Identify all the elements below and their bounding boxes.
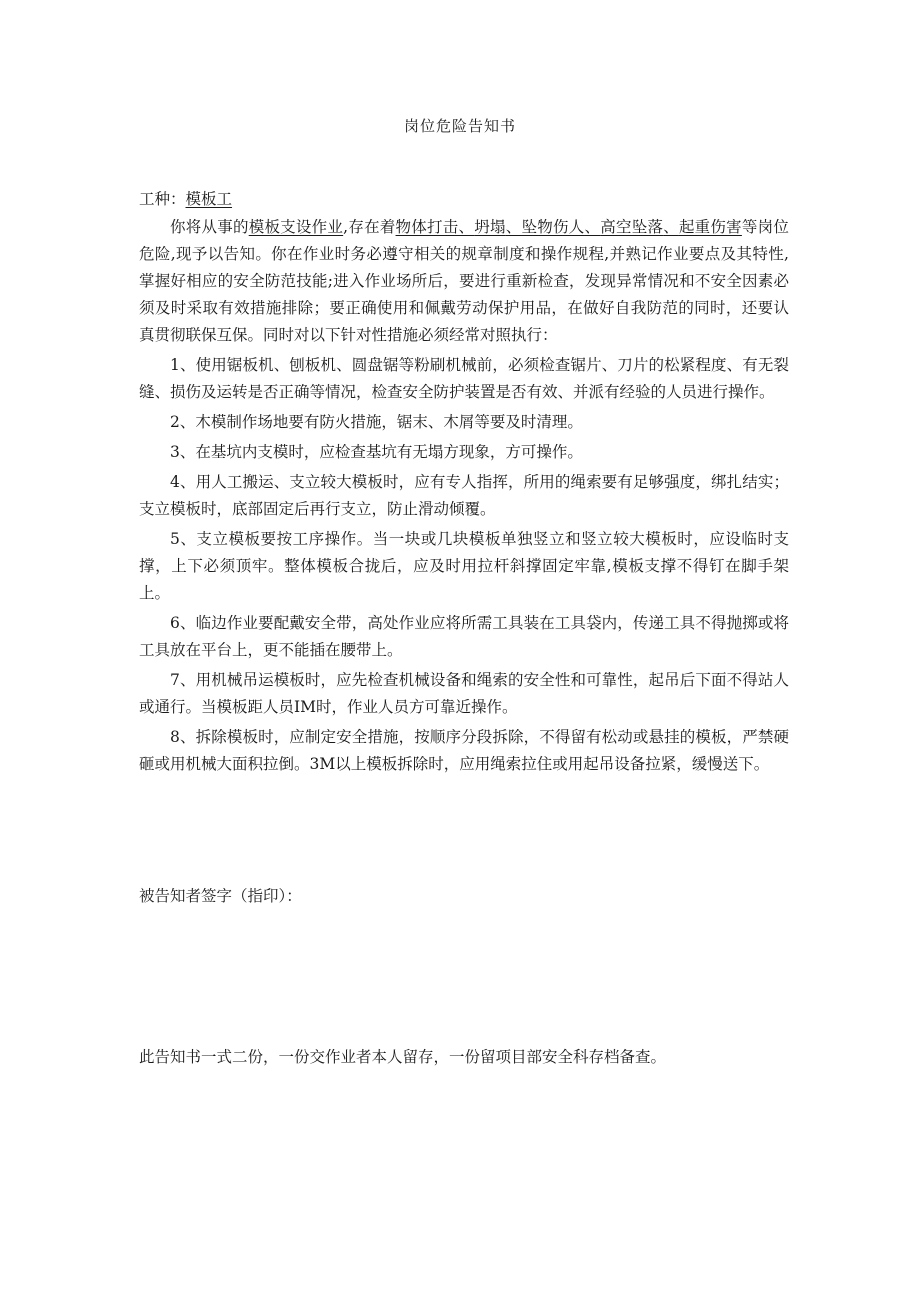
- signature-label: 被告知者签字（指印）：: [139, 887, 302, 905]
- measure-item-6: 6、临边作业要配戴安全带，高处作业应将所需工具装在工具袋内，传递工具不得抛掷或将工具放在平台上，更不能插在腰带上。: [139, 614, 789, 659]
- hazard-underlined: 物体打击: [395, 218, 459, 236]
- intro-text: 你将从事的: [170, 218, 249, 236]
- measure-item-4: 4、用人工搬运、支立较大模板时，应有专人指挥，所用的绳索要有足够强度，绑扎结实；支立模板时，底部固定后再行支立，防止滑动倾覆。: [139, 473, 789, 518]
- intro-text: 等岗位危险,现予以告知。你在作业时务必遵守相关的规章制度和操作规程,并熟记作业要点及其特性,掌握好相应的安全防范技能;进入作业场所后，要进行重新检查，发现异常情况和不安全因素必须及时采取有效措施排除；要正确使用和佩戴劳动保护用品，在做好自我防范的同时，还要认真贯彻联保互保。同时对以下针对性措施必须经常对照执行：: [139, 218, 789, 344]
- job-type-value: 模板工: [185, 190, 233, 208]
- measure-item-5: 5、支立模板要按工序操作。当一块或几块模板单独竖立和竖立较大模板时，应设临时支撑，上下必须顶牢。整体模板合拢后，应及时用拉杆斜撑固定牢靠,模板支撑不得钉在脚手架上。: [139, 530, 789, 602]
- measure-item-2: 2、木模制作场地要有防火措施，锯末、木屑等要及时清理。: [170, 413, 583, 431]
- hazard-separator: 、: [584, 218, 601, 236]
- hazard-underlined: 高空坠落: [600, 218, 664, 236]
- hazard-underlined: 坠物伤人: [521, 218, 585, 236]
- document-title: 岗位危险告知书: [403, 117, 516, 135]
- footer-note: 此告知书一式二份，一份交作业者本人留存，一份留项目部安全科存档备查。: [139, 1048, 667, 1066]
- intro-text: ,存在着: [343, 218, 396, 236]
- work-type-underlined: 模板支设作业: [248, 218, 344, 236]
- hazard-underlined: 坍塌: [474, 218, 506, 236]
- measure-item-3: 3、在基坑内支模时，应检查基坑有无塌方现象，方可操作。: [170, 443, 583, 461]
- intro-paragraph: [139, 214, 789, 349]
- measure-item-1: 1、使用锯板机、刨板机、圆盘锯等粉刷机械前，必须检查锯片、刀片的松紧程度、有无裂缝、损伤及运转是否正确等情况，检查安全防护装置是否有效、并派有经验的人员进行操作。: [139, 356, 789, 401]
- hazard-separator: 、: [663, 218, 679, 236]
- hazard-underlined: 起重伤害: [678, 218, 742, 236]
- measure-item-8: 8、拆除模板时，应制定安全措施，按顺序分段拆除，不得留有松动或悬挂的模板，严禁硬砸或用机械大面积拉倒。3M以上模板拆除时，应用绳索拉住或用起吊设备拉紧，缓慢送下。: [139, 728, 789, 773]
- job-type-line: [139, 186, 789, 213]
- measure-item-7: 7、用机械吊运模板时，应先检查机械设备和绳索的安全性和可靠性，起吊后下面不得站人或通行。当模板距人员IM时，作业人员方可靠近操作。: [139, 671, 789, 716]
- hazard-separator: 、: [505, 218, 522, 236]
- document-body: [139, 186, 789, 778]
- job-type-label: 工种：: [139, 190, 186, 208]
- hazard-separator: 、: [458, 218, 475, 236]
